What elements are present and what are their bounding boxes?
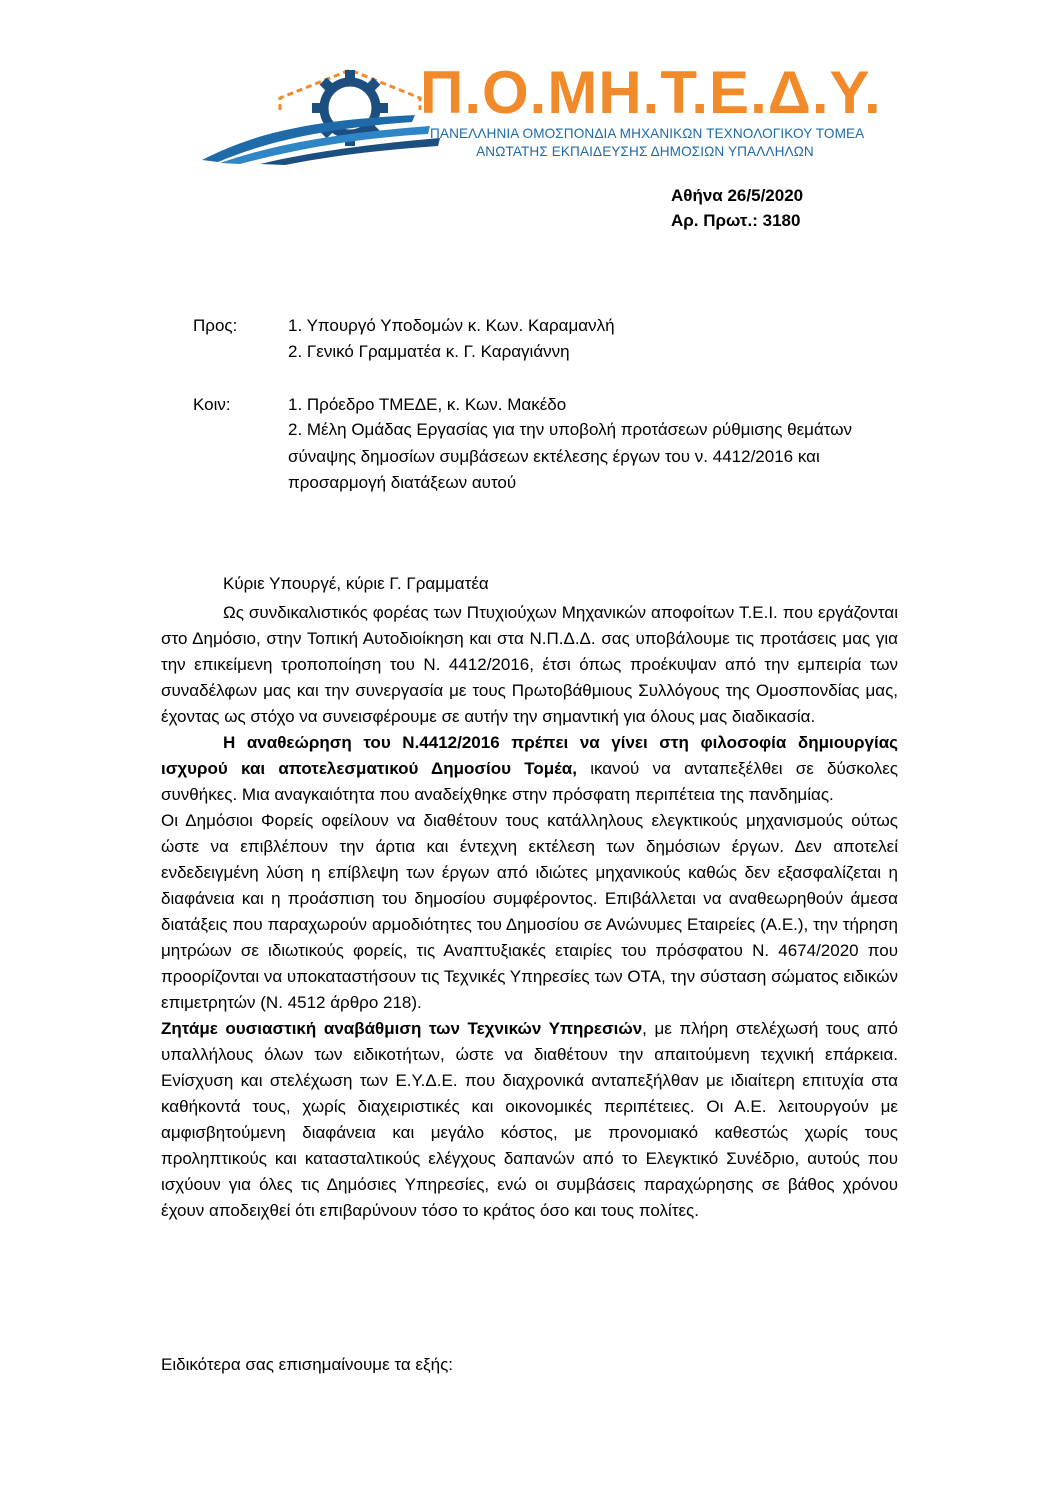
paragraph-technical-services-bold: Ζητάμε ουσιαστική αναβάθμιση των Τεχνικών Υπηρεσιών bbox=[161, 1019, 643, 1038]
paragraph-technical-services bbox=[161, 1016, 898, 1224]
to-recipient-1: 1. Υπουργό Υποδομών κ. Κων. Καραμανλή bbox=[288, 316, 615, 335]
paragraph-revision bbox=[161, 730, 898, 808]
salutation: Κύριε Υπουργέ, κύριε Γ. Γραμματέα bbox=[223, 574, 489, 593]
protocol-number: Αρ. Πρωτ.: 3180 bbox=[671, 211, 801, 230]
to-recipient-2: 2. Γενικό Γραμματέα κ. Γ. Καραγιάννη bbox=[288, 342, 570, 361]
logo-title: Π.Ο.ΜΗ.Τ.Ε.Δ.Υ. bbox=[420, 59, 882, 126]
closing-line: Ειδικότερα σας επισημαίνουμε τα εξής: bbox=[161, 1355, 453, 1374]
letter-date: Αθήνα 26/5/2020 bbox=[671, 186, 804, 205]
cc-label: Κοιν: bbox=[193, 395, 231, 414]
cc-recipient-1: 1. Πρόεδρο ΤΜΕΔΕ, κ. Κων. Μακέδο bbox=[288, 395, 567, 414]
letter-body bbox=[161, 600, 898, 1224]
paragraph-technical-services-text: , με πλήρη στελέχωσή τους από υπαλλήλους όλων των ειδικοτήτων, ώστε να διαθέτουν την απαιτούμενη τεχνική επάρκεια. Ενίσχυση και στελέχωση των Ε.Υ.Δ.Ε. που διαχρονικά ανταπεξήλθαν με ιδιαίτερη επιτυχία στα καθήκοντά τους, χωρίς διαχειριστικές και οικονομικές περιπέτειες. Οι Α.Ε. λειτουργούν με αμφισβητούμενη διαφάνεια και μεγάλο κόστος, με προνομιακό καθεστώς χωρίς τους προληπτικούς και κατασταλτικούς ελέγχους δαπανών από το Ελεγκτικό Συνέδριο, αυτούς που ισχύουν για όλες τις Δημόσιες Υπηρεσίες, ενώ οι συμβάσεις παραχώρησης σε βάθος χρόνου έχουν αποδειχθεί ότι επιβαρύνουν τόσο το κράτος όσο και τους πολίτες. bbox=[161, 1019, 898, 1220]
cc-recipient-2: 2. Μέλη Ομάδας Εργασίας για την υποβολή προτάσεων ρύθμισης θεμάτων σύναψης δημοσίων συμβάσεων εκτέλεσης έργων του ν. 4412/2016 και προσαρμογή διατάξεων αυτού bbox=[288, 420, 853, 492]
to-label: Προς: bbox=[193, 316, 238, 335]
logo-subtitle-line2: ΑΝΩΤΑΤΗΣ ΕΚΠΑΙΔΕΥΣΗΣ ΔΗΜΟΣΙΩΝ ΥΠΑΛΛΗΛΩΝ bbox=[476, 144, 814, 159]
logo-subtitle-line1: ΠΑΝΕΛΛΗΝΙΑ ΟΜΟΣΠΟΝΔΙΑ ΜΗΧΑΝΙΚΩΝ ΤΕΧΝΟΛΟΓΙΚΟΥ ΤΟΜΕΑ bbox=[430, 126, 865, 141]
paragraph-revision-bold: Η αναθεώρηση του Ν.4412/2016 πρέπει να γίνει στη φιλοσοφία δημιουργίας ισχυρού και αποτελεσματικού Δημοσίου Τομέα, bbox=[161, 733, 898, 778]
paragraph-revision-text: ικανού να ανταπεξέλθει σε δύσκολες συνθήκες. Μια αναγκαιότητα που αναδείχθηκε στην πρόσφατη περιπέτεια της πανδημίας. bbox=[161, 759, 898, 804]
paragraph-public-bodies: Οι Δημόσιοι Φορείς οφείλουν να διαθέτουν τους κατάλληλους ελεγκτικούς μηχανισμούς ούτως ώστε να επιβλέπουν την άρτια και έντεχνη εκτέλεση των δημόσιων έργων. Δεν αποτελεί ενδεδειγμένη λύση η επίβλεψη των έργων από ιδιώτες μηχανικούς καθώς δεν εξασφαλίζεται η διαφάνεια και η προάσπιση του δημοσίου συμφέροντος. Επιβάλλεται να αναθεωρηθούν άμεσα διατάξεις που παραχωρούν αρμοδιότητες του Δημοσίου σε Ανώνυμες Εταιρείες (Α.Ε.), την τήρηση μητρώων σε ιδιωτικούς φορείς, τις Αναπτυξιακές εταιρίες του πρόσφατου Ν. 4674/2020 που προορίζονται να υποκαταστήσουν τις Τεχνικές Υπηρεσίες των ΟΤΑ, την σύσταση σώματος ειδικών επιμετρητών (Ν. 4512 άρθρο 218). bbox=[161, 811, 898, 1012]
paragraph-intro: Ως συνδικαλιστικός φορέας των Πτυχιούχων Μηχανικών αποφοίτων Τ.Ε.Ι. που εργάζονται στο Δημόσιο, στην Τοπική Αυτοδιοίκηση και στα Ν.Π.Δ.Δ. σας υποβάλουμε τις προτάσεις μας για την επικείμενη τροποποίηση του Ν. 4412/2016, έτσι όπως προέκυψαν από την εμπειρία των συναδέλφων μας και την συνεργασία με τους Πρωτοβάθμιους Συλλόγους της Ομοσπονδίας μας, έχοντας ως στόχο να συνεισφέρουμε σε αυτήν την σημαντική για όλους μας διαδικασία. bbox=[161, 603, 898, 726]
